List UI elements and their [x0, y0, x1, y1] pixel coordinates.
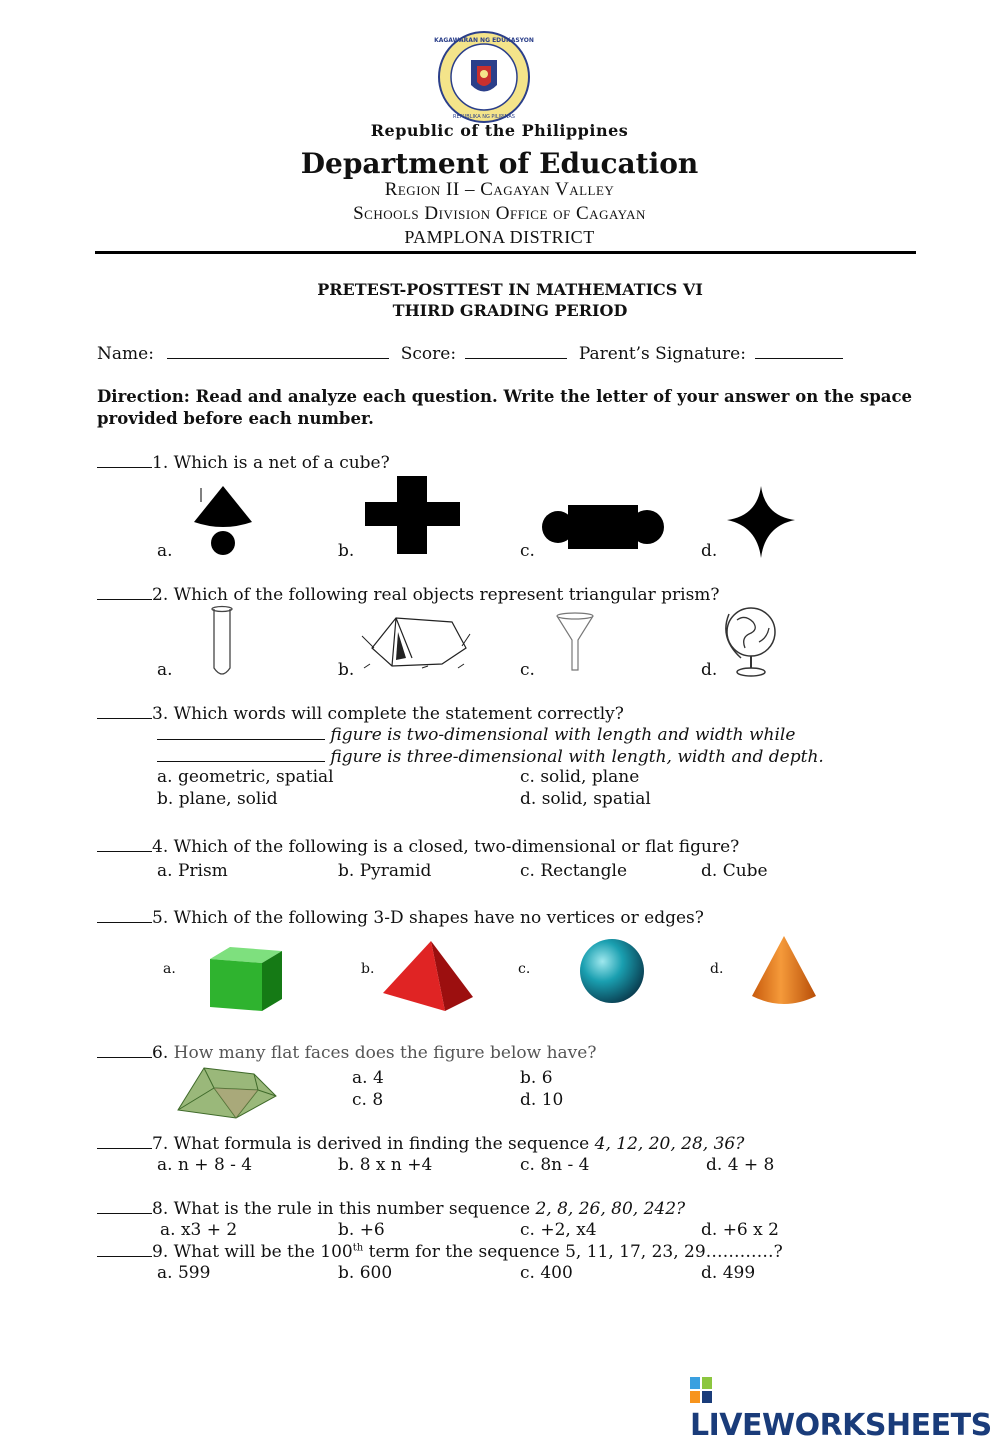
- cube-icon: [208, 945, 284, 1011]
- question-9: 9. What will be the 100th term for the sequence 5, 11, 17, 23, 29…………?: [97, 1241, 783, 1262]
- q8-choice-c: c. +2, x4: [520, 1220, 597, 1240]
- q6-choice-a: a. 4: [352, 1068, 384, 1088]
- q5-choice-a: a.: [163, 961, 176, 977]
- q7-choice-a: a. n + 8 - 4: [157, 1155, 253, 1175]
- q9-choice-c: c. 400: [520, 1263, 573, 1283]
- pyramid-icon: [383, 941, 473, 1013]
- score-label: Score:: [400, 344, 457, 364]
- answer-blank-9[interactable]: [97, 1241, 152, 1257]
- q9-choice-b: b. 600: [338, 1263, 393, 1283]
- district-heading: PAMPLONA DISTRICT: [404, 227, 595, 247]
- q3-statement-1: figure is two-dimensional with length and width while: [157, 724, 795, 745]
- q2-choice-a: a.: [157, 660, 173, 680]
- region-heading: Region II – Cagayan Valley: [384, 179, 615, 200]
- q4-choice-a: a. Prism: [157, 861, 228, 881]
- score-input[interactable]: [465, 343, 567, 359]
- republic-heading: Republic of the Philippines: [370, 121, 629, 140]
- q3-statement-2: figure is three-dimensional with length, width and depth.: [157, 746, 824, 767]
- funnel-icon: [555, 612, 595, 672]
- q3-blank-1[interactable]: [157, 724, 325, 740]
- liveworksheets-logo[interactable]: [690, 1373, 999, 1443]
- kite-net-icon: [190, 484, 256, 560]
- question-5: 5. Which of the following 3-D shapes have no vertices or edges?: [97, 907, 704, 928]
- cylinder-net-icon: [542, 503, 664, 551]
- answer-blank-8[interactable]: [97, 1198, 152, 1214]
- division-heading: Schools Division Office of Cagayan: [353, 203, 646, 224]
- q1-choice-a: a.: [157, 541, 173, 561]
- question-8: 8. What is the rule in this number sequence 2, 8, 26, 80, 242?: [97, 1198, 685, 1219]
- q5-choice-b: b.: [361, 961, 375, 977]
- q5-choice-c: c.: [518, 961, 531, 977]
- answer-blank-3[interactable]: [97, 703, 152, 719]
- q6-choice-c: c. 8: [352, 1090, 384, 1110]
- svg-text:KAGAWARAN NG EDUKASYON: KAGAWARAN NG EDUKASYON: [434, 37, 534, 44]
- q1-choice-b: b.: [338, 541, 355, 561]
- answer-blank-4[interactable]: [97, 836, 152, 852]
- question-3: 3. Which words will complete the statement correctly?: [97, 703, 624, 724]
- directions: Direction: Read and analyze each question. Write the letter of your answer on the space provided before each number.: [97, 387, 912, 428]
- answer-blank-5[interactable]: [97, 907, 152, 923]
- liveworksheets-brand: LIVEWORKSHEETS: [690, 1408, 992, 1443]
- question-6: 6. How many flat faces does the figure below have?: [97, 1042, 596, 1063]
- q3-choice-b: b. plane, solid: [157, 789, 278, 809]
- signature-label: Parent’s Signature:: [578, 344, 746, 364]
- liveworksheets-mark-icon: [690, 1377, 712, 1403]
- q8-choice-d: d. +6 x 2: [701, 1220, 779, 1240]
- q7-choice-c: c. 8n - 4: [520, 1155, 590, 1175]
- q7-choice-d: d. 4 + 8: [706, 1155, 775, 1175]
- q2-choice-c: c.: [520, 660, 535, 680]
- department-heading: Department of Education: [300, 147, 699, 180]
- q1-choice-d: d.: [701, 541, 718, 561]
- header-rule: [95, 251, 916, 254]
- q6-choice-d: d. 10: [520, 1090, 564, 1110]
- cross-net-icon: [365, 476, 460, 554]
- question-4: 4. Which of the following is a closed, two-dimensional or flat figure?: [97, 836, 739, 857]
- q6-choice-b: b. 6: [520, 1068, 553, 1088]
- sphere-icon: [579, 938, 645, 1004]
- name-label: Name:: [97, 344, 154, 364]
- question-7: 7. What formula is derived in finding the sequence 4, 12, 20, 28, 36?: [97, 1133, 744, 1154]
- answer-blank-2[interactable]: [97, 584, 152, 600]
- q9-choice-a: a. 599: [157, 1263, 211, 1283]
- q7-choice-b: b. 8 x n +4: [338, 1155, 433, 1175]
- answer-blank-6[interactable]: [97, 1042, 152, 1058]
- q4-choice-c: c. Rectangle: [520, 861, 628, 881]
- q8-choice-a: a. x3 + 2: [160, 1220, 238, 1240]
- cone-icon: [750, 936, 816, 1006]
- svg-text:REPUBLIKA NG PILIPINAS: REPUBLIKA NG PILIPINAS: [453, 114, 515, 120]
- q3-choice-d: d. solid, spatial: [520, 789, 651, 809]
- q2-choice-d: d.: [701, 660, 718, 680]
- question-2: 2. Which of the following real objects represent triangular prism?: [97, 584, 720, 605]
- q2-choice-b: b.: [338, 660, 355, 680]
- q3-choice-a: a. geometric, spatial: [157, 767, 334, 787]
- answer-blank-7[interactable]: [97, 1133, 152, 1149]
- name-input[interactable]: [167, 343, 389, 359]
- q1-choice-c: c.: [520, 541, 535, 561]
- grading-period: THIRD GRADING PERIOD: [392, 301, 628, 320]
- frustum-figure: [176, 1066, 280, 1120]
- tent-icon: [362, 608, 472, 670]
- globe-icon: [723, 604, 779, 678]
- test-title: PRETEST-POSTTEST IN MATHEMATICS VI: [317, 280, 703, 299]
- q4-choice-b: b. Pyramid: [338, 861, 432, 881]
- name-field-row: [97, 343, 843, 364]
- q8-choice-b: b. +6: [338, 1220, 385, 1240]
- deped-seal: [434, 30, 534, 124]
- answer-blank-1[interactable]: [97, 452, 152, 468]
- q9-choice-d: d. 499: [701, 1263, 756, 1283]
- star-net-icon: [727, 486, 795, 558]
- question-1: 1. Which is a net of a cube?: [97, 452, 390, 473]
- signature-input[interactable]: [755, 343, 843, 359]
- q3-blank-2[interactable]: [157, 746, 325, 762]
- q3-choice-c: c. solid, plane: [520, 767, 640, 787]
- q5-choice-d: d.: [710, 961, 724, 977]
- test-tube-icon: [211, 606, 233, 678]
- q4-choice-d: d. Cube: [701, 861, 768, 881]
